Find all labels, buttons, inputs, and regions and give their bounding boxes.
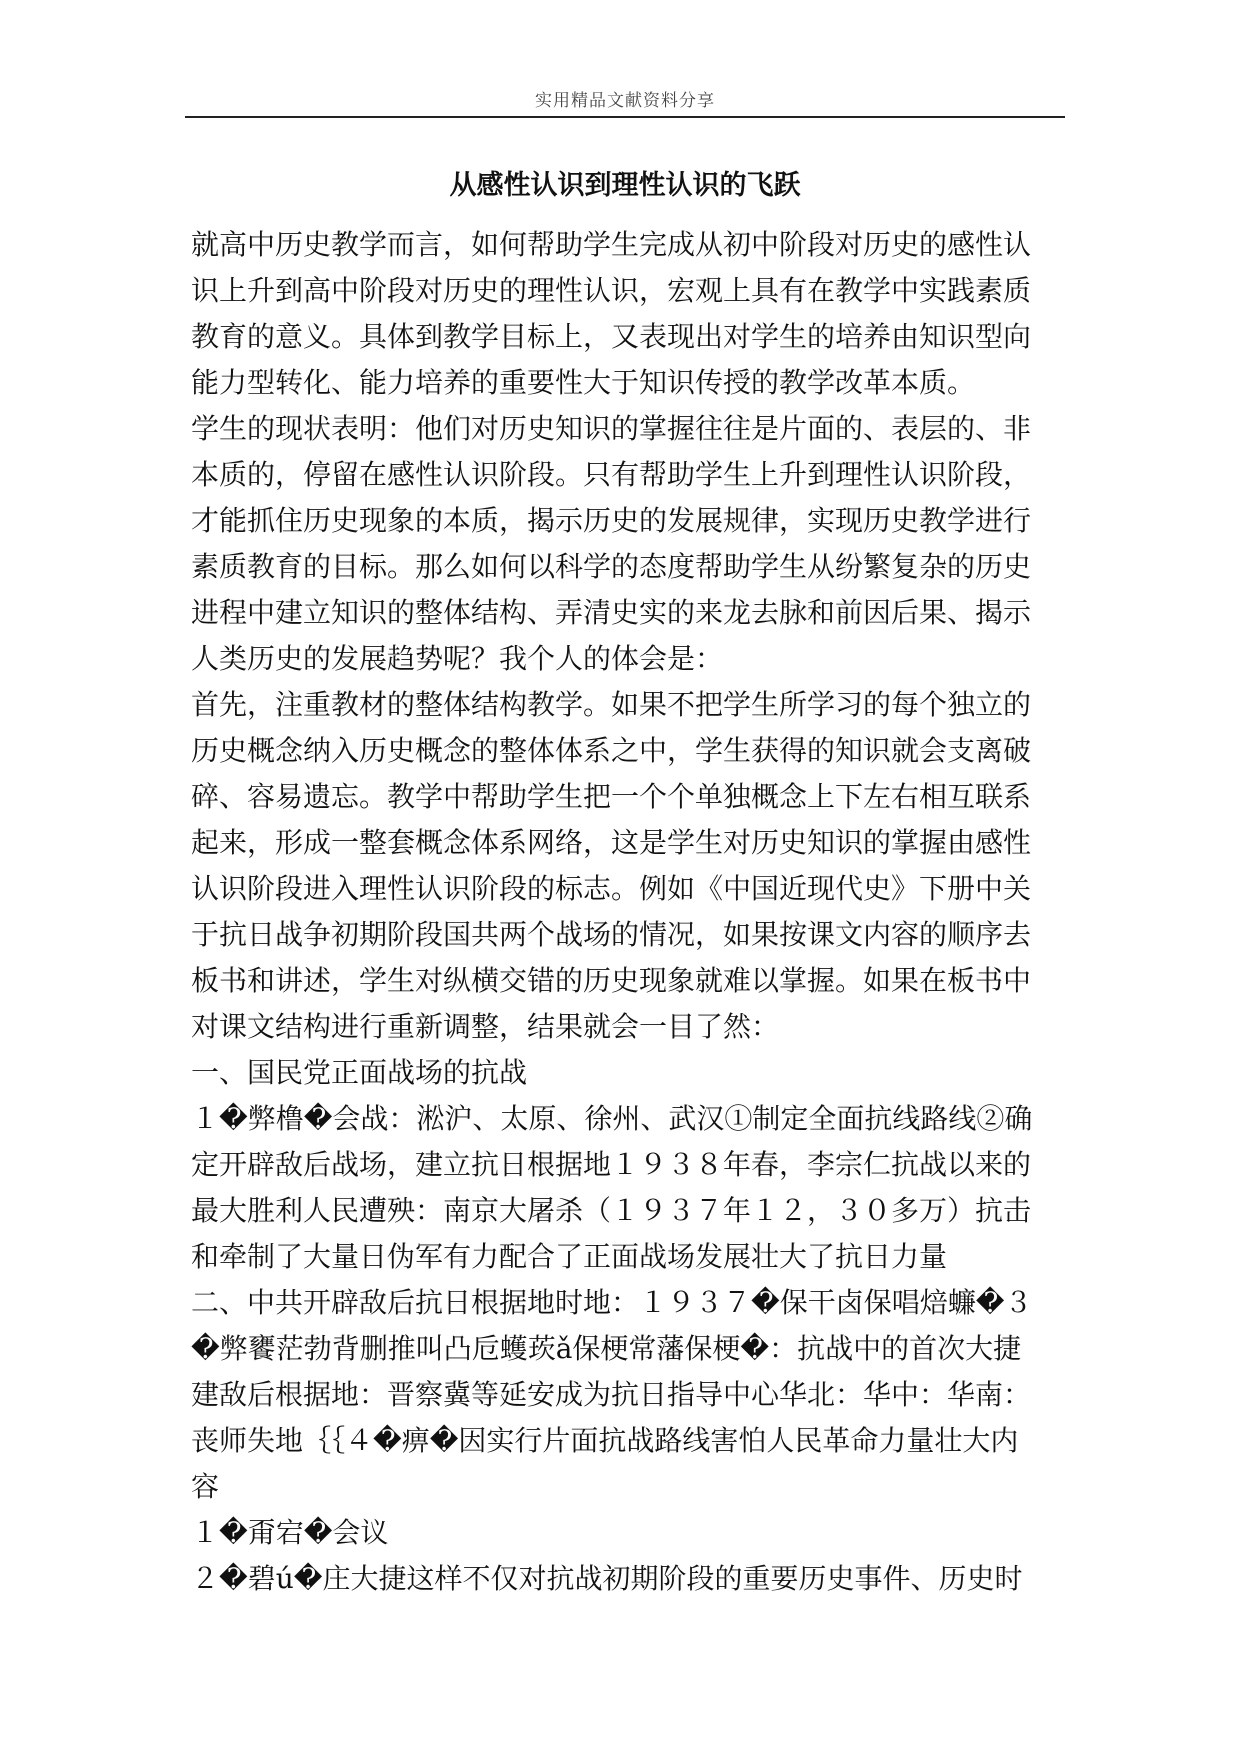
text-line: 于抗日战争初期阶段国共两个战场的情况，如果按课文内容的顺序去 [191,918,1032,951]
header-divider [185,116,1065,118]
text-line: �弊饔茫勃背删推叫凸卮蠖莰ǎ保梗常藩保梗�：抗战中的首次大捷 [191,1332,1022,1365]
text-line: 二、中共开辟敌后抗日根据地时地：１９３７�保干卤保唱焙蠊�３ [191,1286,1033,1319]
text-line: 起来，形成一整套概念体系网络，这是学生对历史知识的掌握由感性 [191,826,1032,859]
text-line: 就高中历史教学而言，如何帮助学生完成从初中阶段对历史的感性认 [191,228,1032,261]
text-line: 人类历史的发展趋势呢？我个人的体会是： [191,642,724,675]
text-line: 建敌后根据地：晋察冀等延安成为抗日指导中心华北：华中：华南： [191,1378,1032,1411]
text-line: 才能抓住历史现象的本质，揭示历史的发展规律，实现历史教学进行 [191,504,1032,537]
text-line: 能力型转化、能力培养的重要性大于知识传授的教学改革本质。 [191,366,976,399]
text-line: ２�碧ú�庄大捷这样不仅对抗战初期阶段的重要历史事件、历史时 [191,1562,1023,1595]
text-line: 首先，注重教材的整体结构教学。如果不把学生所学习的每个独立的 [191,688,1032,721]
text-line: 板书和讲述，学生对纵横交错的历史现象就难以掌握。如果在板书中 [191,964,1032,997]
text-line: 历史概念纳入历史概念的整体体系之中，学生获得的知识就会支离破 [191,734,1032,767]
text-line: １�弊橹�会战：淞沪、太原、徐州、武汉①制定全面抗线路线②确 [191,1102,1033,1135]
text-line: 最大胜利人民遭殃：南京大屠杀（１９３７年１２，３０多万）抗击 [191,1194,1032,1227]
text-line: 一、国民党正面战场的抗战 [191,1056,528,1089]
text-line: 教育的意义。具体到教学目标上，又表现出对学生的培养由知识型向 [191,320,1032,353]
text-line: 认识阶段进入理性认识阶段的标志。例如《中国近现代史》下册中关 [191,872,1032,905]
text-line: 对课文结构进行重新调整，结果就会一目了然： [191,1010,780,1043]
text-line: 学生的现状表明：他们对历史知识的掌握往往是片面的、表层的、非 [191,412,1032,445]
text-line: 和牵制了大量日伪军有力配合了正面战场发展壮大了抗日力量 [191,1240,948,1273]
text-line: 识上升到高中阶段对历史的理性认识，宏观上具有在教学中实践素质 [191,274,1032,307]
text-line: 碎、容易遗忘。教学中帮助学生把一个个单独概念上下左右相互联系 [191,780,1032,813]
text-line: 容 [191,1470,220,1503]
text-line: 素质教育的目标。那么如何以科学的态度帮助学生从纷繁复杂的历史 [191,550,1032,583]
text-line: １�甭宕�会议 [191,1516,389,1549]
text-line: 定开辟敌后战场，建立抗日根据地１９３８年春，李宗仁抗战以来的 [191,1148,1032,1181]
text-line: 丧师失地｛｛４�痹�因实行片面抗战路线害怕人民革命力量壮大内 [191,1424,1019,1457]
document-body [191,222,1071,1602]
text-line: 进程中建立知识的整体结构、弄清史实的来龙去脉和前因后果、揭示 [191,596,1032,629]
page-header: 实用精品文献资料分享 [535,91,715,111]
text-line: 本质的，停留在感性认识阶段。只有帮助学生上升到理性认识阶段， [191,458,1032,491]
document-title: 从感性认识到理性认识的飞跃 [449,170,801,201]
